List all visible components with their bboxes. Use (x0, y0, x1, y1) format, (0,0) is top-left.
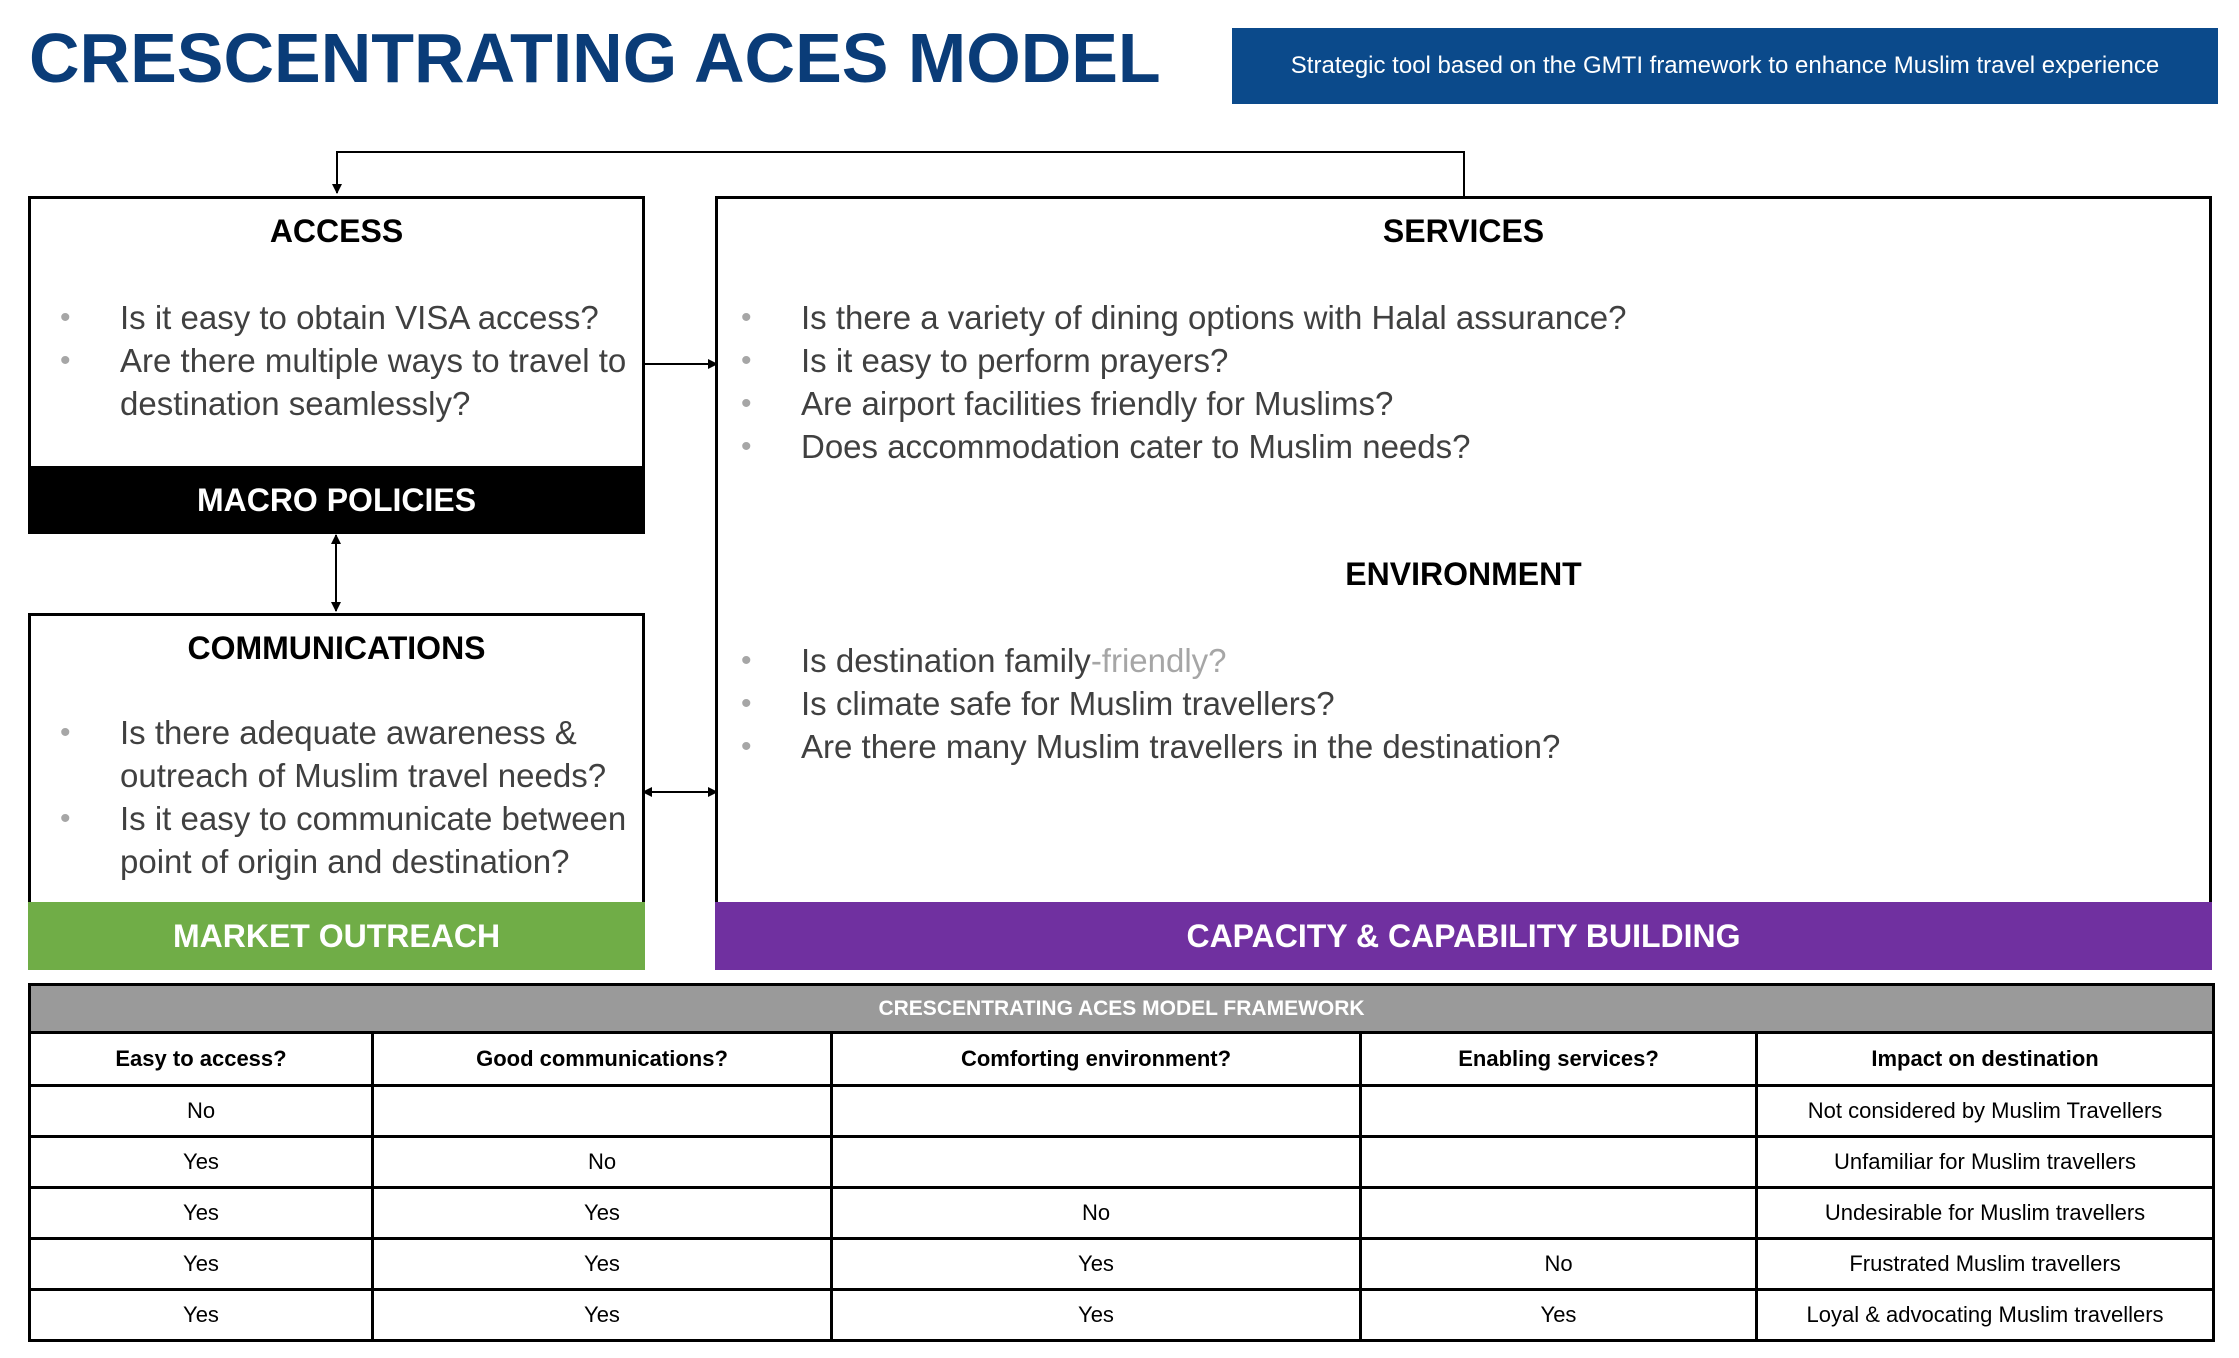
bullet-icon: • (741, 387, 752, 420)
column-header: Impact on destination (1757, 1033, 2214, 1086)
table-cell: Yes (30, 1239, 373, 1290)
table-cell: No (30, 1086, 373, 1137)
table-cell: Unfamiliar for Muslim travellers (1757, 1137, 2214, 1188)
bullet-icon: • (741, 730, 752, 763)
market-outreach-band (28, 902, 645, 970)
column-header: Comforting environment? (832, 1033, 1361, 1086)
column-header: Good communications? (373, 1033, 832, 1086)
table-cell (832, 1137, 1361, 1188)
table-row (30, 1137, 2214, 1188)
list-item: • Is it easy to perform prayers? (726, 339, 2196, 382)
bullet-icon: • (60, 802, 71, 835)
table-cell: No (373, 1137, 832, 1188)
bullet-icon: • (741, 687, 752, 720)
arrow-services-to-access (337, 152, 1464, 198)
list-item: • Is it easy to communicate between point of origin and destination? (45, 797, 645, 883)
macro-policies-band (28, 466, 645, 534)
table-caption: CRESCENTRATING ACES MODEL FRAMEWORK (30, 985, 2214, 1033)
bullet-icon: • (741, 430, 752, 463)
list-item: • Is there adequate awareness & outreach of Muslim travel needs? (45, 711, 645, 797)
access-list (45, 296, 645, 425)
table-cell: Not considered by Muslim Travellers (1757, 1086, 2214, 1137)
macro-policies-label: MACRO POLICIES (196, 481, 477, 518)
column-header: Easy to access? (30, 1033, 373, 1086)
bullet-icon: • (60, 301, 71, 334)
table-cell: No (1361, 1239, 1757, 1290)
bullet-icon: • (741, 301, 752, 334)
bullet-icon: • (60, 716, 71, 749)
table-row (30, 1188, 2214, 1239)
table-cell (1361, 1137, 1757, 1188)
table-cell: Yes (30, 1290, 373, 1341)
table-cell: Yes (30, 1137, 373, 1188)
table-cell (832, 1086, 1361, 1137)
aces-framework-table (28, 983, 2215, 1342)
list-item: • Are there many Muslim travellers in the destination? (726, 725, 2196, 768)
list-item: • Are there multiple ways to travel to destination seamlessly? (45, 339, 645, 425)
table-cell: Yes (30, 1188, 373, 1239)
table-cell: Yes (832, 1290, 1361, 1341)
table-cell: No (832, 1188, 1361, 1239)
bullet-icon: • (60, 344, 71, 377)
communications-list (45, 711, 645, 883)
services-list (726, 296, 2196, 468)
capacity-building-label: CAPACITY & CAPABILITY BUILDING (1186, 917, 1741, 954)
list-item: • Is destination family-friendly? (726, 639, 2196, 682)
subtitle-banner (1232, 28, 2218, 104)
access-heading: ACCESS (269, 213, 404, 249)
column-header: Enabling services? (1361, 1033, 1757, 1086)
table-cell (1361, 1086, 1757, 1137)
list-item: • Are airport facilities friendly for Muslims? (726, 382, 2196, 425)
market-outreach-label: MARKET OUTREACH (172, 917, 501, 954)
access-box (28, 196, 645, 534)
bullet-icon: • (741, 644, 752, 677)
environment-heading: ENVIRONMENT (1345, 556, 1582, 592)
services-heading: SERVICES (1382, 213, 1545, 249)
list-item: • Is there a variety of dining options with Halal assurance? (726, 296, 2196, 339)
table-cell: Loyal & advocating Muslim travellers (1757, 1290, 2214, 1341)
table-row (30, 1239, 2214, 1290)
table-cell: Yes (1361, 1290, 1757, 1341)
table-cell: Undesirable for Muslim travellers (1757, 1188, 2214, 1239)
page-title: CRESCENTRATING ACES MODEL (29, 19, 1161, 97)
table-cell: Frustrated Muslim travellers (1757, 1239, 2214, 1290)
table-cell: Yes (373, 1239, 832, 1290)
environment-list (726, 639, 2196, 768)
table-cell (373, 1086, 832, 1137)
list-item: • Is climate safe for Muslim travellers? (726, 682, 2196, 725)
table-cell (1361, 1188, 1757, 1239)
table-cell: Yes (373, 1290, 832, 1341)
services-environment-box (715, 196, 2212, 970)
communications-heading: COMMUNICATIONS (187, 630, 486, 666)
banner-text: Strategic tool based on the GMTI framework to enhance Muslim travel experience (1290, 52, 2160, 79)
list-item: • Does accommodation cater to Muslim needs? (726, 425, 2196, 468)
capacity-building-band (715, 902, 2212, 970)
table-cell: Yes (373, 1188, 832, 1239)
table-row (30, 1290, 2214, 1341)
table-row (30, 1086, 2214, 1137)
table-header-row (30, 1033, 2214, 1086)
table-cell: Yes (832, 1239, 1361, 1290)
bullet-icon: • (741, 344, 752, 377)
communications-box (28, 613, 645, 970)
list-item: • Is it easy to obtain VISA access? (45, 296, 645, 339)
